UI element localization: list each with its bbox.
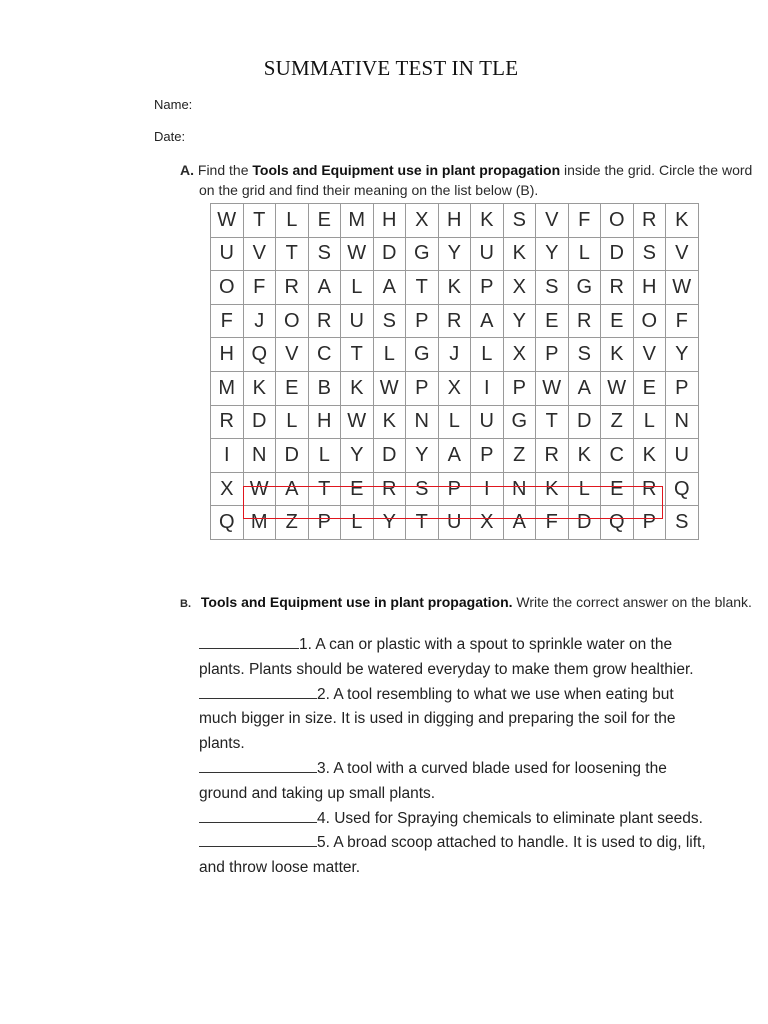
grid-row bbox=[211, 472, 699, 506]
answer-blank-1[interactable] bbox=[199, 634, 299, 649]
grid-cell[interactable]: Y bbox=[438, 237, 471, 271]
section-a-label: A. bbox=[180, 162, 194, 178]
answer-blank-3[interactable] bbox=[199, 758, 317, 773]
grid-cell[interactable]: U bbox=[438, 506, 471, 540]
grid-cell[interactable]: L bbox=[341, 506, 374, 540]
grid-cell[interactable]: W bbox=[373, 371, 406, 405]
grid-cell[interactable]: Z bbox=[276, 506, 309, 540]
grid-cell[interactable]: R bbox=[633, 472, 666, 506]
grid-cell[interactable]: Y bbox=[666, 338, 699, 372]
grid-cell[interactable]: S bbox=[308, 237, 341, 271]
grid-cell[interactable]: T bbox=[243, 204, 276, 238]
grid-cell[interactable]: A bbox=[503, 506, 536, 540]
grid-cell[interactable]: V bbox=[276, 338, 309, 372]
question-1-line-2: plants. Plants should be watered everyday to make them grow healthier. bbox=[199, 660, 694, 678]
name-label: Name: bbox=[154, 97, 193, 112]
grid-cell[interactable]: E bbox=[308, 204, 341, 238]
grid-cell[interactable]: X bbox=[438, 371, 471, 405]
grid-row bbox=[211, 371, 699, 405]
grid-cell[interactable]: R bbox=[276, 271, 309, 305]
grid-cell[interactable]: X bbox=[211, 472, 244, 506]
grid-cell[interactable]: F bbox=[536, 506, 569, 540]
grid-cell[interactable]: R bbox=[211, 405, 244, 439]
grid-cell[interactable]: M bbox=[243, 506, 276, 540]
grid-cell[interactable]: P bbox=[503, 371, 536, 405]
grid-cell[interactable]: P bbox=[438, 472, 471, 506]
section-b-label: B. bbox=[180, 598, 191, 610]
grid-cell[interactable]: V bbox=[666, 237, 699, 271]
grid-cell[interactable]: R bbox=[568, 304, 601, 338]
grid-cell[interactable]: T bbox=[406, 271, 439, 305]
grid-cell[interactable]: V bbox=[536, 204, 569, 238]
question-2-line-3: plants. bbox=[199, 735, 245, 753]
section-a-text-pre: Find the bbox=[197, 162, 253, 178]
grid-cell[interactable]: H bbox=[633, 271, 666, 305]
grid-row bbox=[211, 304, 699, 338]
question-2-line-1: 2. A tool resembling to what we use when eating but bbox=[317, 685, 674, 703]
grid-cell[interactable]: L bbox=[276, 204, 309, 238]
section-a-instructions bbox=[180, 160, 768, 200]
grid-cell[interactable]: L bbox=[438, 405, 471, 439]
question-1-line-1: 1. A can or plastic with a spout to sprinkle water on the bbox=[299, 636, 673, 653]
grid-cell[interactable]: U bbox=[471, 237, 504, 271]
grid-cell[interactable]: L bbox=[633, 405, 666, 439]
grid-cell[interactable]: W bbox=[341, 237, 374, 271]
section-a-text-post: inside the grid. Circle the word bbox=[560, 162, 753, 178]
grid-cell[interactable]: E bbox=[536, 304, 569, 338]
grid-row bbox=[211, 439, 699, 473]
grid-cell[interactable]: E bbox=[633, 371, 666, 405]
question-5-line-2: and throw loose matter. bbox=[199, 859, 361, 877]
grid-cell[interactable]: A bbox=[568, 371, 601, 405]
grid-cell[interactable]: H bbox=[438, 204, 471, 238]
answer-blank-2[interactable] bbox=[199, 684, 317, 699]
grid-cell[interactable]: F bbox=[243, 271, 276, 305]
grid-cell[interactable]: P bbox=[471, 439, 504, 473]
grid-cell[interactable]: F bbox=[666, 304, 699, 338]
grid-cell[interactable]: K bbox=[633, 439, 666, 473]
grid-cell[interactable]: L bbox=[568, 237, 601, 271]
grid-cell[interactable]: T bbox=[341, 338, 374, 372]
grid-cell[interactable]: Z bbox=[601, 405, 634, 439]
question-3-line-2: ground and taking up small plants. bbox=[199, 784, 436, 802]
grid-cell[interactable]: M bbox=[341, 204, 374, 238]
grid-cell[interactable]: Y bbox=[503, 304, 536, 338]
grid-cell[interactable]: P bbox=[633, 506, 666, 540]
grid-cell[interactable]: N bbox=[503, 472, 536, 506]
grid-cell[interactable]: R bbox=[633, 204, 666, 238]
grid-cell[interactable]: L bbox=[341, 271, 374, 305]
question-2-line-2: much bigger in size. It is used in digging and preparing the soil for the bbox=[199, 710, 676, 728]
grid-cell[interactable]: O bbox=[633, 304, 666, 338]
grid-cell[interactable]: J bbox=[243, 304, 276, 338]
grid-cell[interactable]: S bbox=[503, 204, 536, 238]
grid-cell[interactable]: G bbox=[406, 237, 439, 271]
grid-cell[interactable]: V bbox=[633, 338, 666, 372]
grid-cell[interactable]: E bbox=[601, 472, 634, 506]
grid-cell[interactable]: B bbox=[308, 371, 341, 405]
grid-cell[interactable]: S bbox=[406, 472, 439, 506]
grid-cell[interactable]: T bbox=[308, 472, 341, 506]
grid-cell[interactable]: U bbox=[341, 304, 374, 338]
grid-cell[interactable]: D bbox=[243, 405, 276, 439]
grid-cell[interactable]: R bbox=[601, 271, 634, 305]
grid-cell[interactable]: F bbox=[568, 204, 601, 238]
grid-cell[interactable]: K bbox=[503, 237, 536, 271]
grid-cell[interactable]: N bbox=[666, 405, 699, 439]
grid-cell[interactable]: H bbox=[373, 204, 406, 238]
grid-cell[interactable]: C bbox=[308, 338, 341, 372]
grid-cell[interactable]: A bbox=[373, 271, 406, 305]
grid-cell[interactable]: S bbox=[633, 237, 666, 271]
grid-cell[interactable]: A bbox=[276, 472, 309, 506]
grid-cell[interactable]: P bbox=[406, 304, 439, 338]
grid-cell[interactable]: K bbox=[568, 439, 601, 473]
section-b-bold: Tools and Equipment use in plant propagation. bbox=[200, 594, 513, 610]
grid-cell[interactable]: K bbox=[243, 371, 276, 405]
grid-cell[interactable]: S bbox=[536, 271, 569, 305]
grid-cell[interactable]: O bbox=[276, 304, 309, 338]
grid-cell[interactable]: V bbox=[243, 237, 276, 271]
grid-cell[interactable]: O bbox=[211, 271, 244, 305]
grid-cell[interactable]: Q bbox=[666, 472, 699, 506]
grid-cell[interactable]: K bbox=[536, 472, 569, 506]
grid-cell[interactable]: G bbox=[568, 271, 601, 305]
grid-cell[interactable]: W bbox=[666, 271, 699, 305]
date-label: Date: bbox=[154, 129, 186, 144]
grid-cell[interactable]: Q bbox=[243, 338, 276, 372]
word-search-grid bbox=[210, 203, 699, 540]
grid-cell[interactable]: L bbox=[568, 472, 601, 506]
grid-cell[interactable]: D bbox=[276, 439, 309, 473]
grid-cell[interactable]: W bbox=[536, 371, 569, 405]
grid-cell[interactable]: D bbox=[601, 237, 634, 271]
answer-blank-5[interactable] bbox=[199, 832, 317, 847]
grid-cell[interactable]: P bbox=[666, 371, 699, 405]
grid-row bbox=[211, 338, 699, 372]
grid-cell[interactable]: K bbox=[601, 338, 634, 372]
grid-cell[interactable]: K bbox=[666, 204, 699, 238]
grid-cell[interactable]: X bbox=[471, 506, 504, 540]
grid-cell[interactable]: O bbox=[601, 204, 634, 238]
grid-cell[interactable]: W bbox=[211, 204, 244, 238]
grid-cell[interactable]: E bbox=[276, 371, 309, 405]
grid-cell[interactable]: W bbox=[601, 371, 634, 405]
answer-blank-4[interactable] bbox=[199, 808, 317, 823]
grid-cell[interactable]: U bbox=[666, 439, 699, 473]
grid-cell[interactable]: Y bbox=[536, 237, 569, 271]
grid-cell[interactable]: Y bbox=[341, 439, 374, 473]
grid-cell[interactable]: A bbox=[308, 271, 341, 305]
grid-cell[interactable]: K bbox=[438, 271, 471, 305]
grid-cell[interactable]: N bbox=[406, 405, 439, 439]
grid-cell[interactable]: A bbox=[471, 304, 504, 338]
grid-cell[interactable]: Q bbox=[601, 506, 634, 540]
grid-cell[interactable]: R bbox=[308, 304, 341, 338]
section-a-bold: Tools and Equipment use in plant propagation bbox=[252, 162, 561, 178]
grid-cell[interactable]: U bbox=[471, 405, 504, 439]
grid-cell[interactable]: S bbox=[568, 338, 601, 372]
grid-cell[interactable]: I bbox=[471, 371, 504, 405]
section-a-line2: on the grid and find their meaning on the list below (B). bbox=[199, 182, 539, 198]
section-b-instructions bbox=[180, 592, 768, 614]
grid-cell[interactable]: W bbox=[243, 472, 276, 506]
grid-cell[interactable]: J bbox=[438, 338, 471, 372]
grid-cell[interactable]: C bbox=[601, 439, 634, 473]
grid-cell[interactable]: M bbox=[211, 371, 244, 405]
grid-cell[interactable]: Z bbox=[503, 439, 536, 473]
grid-cell[interactable]: P bbox=[536, 338, 569, 372]
grid-cell[interactable]: X bbox=[406, 204, 439, 238]
grid-cell[interactable]: L bbox=[276, 405, 309, 439]
grid-cell[interactable]: P bbox=[308, 506, 341, 540]
grid-cell[interactable]: T bbox=[536, 405, 569, 439]
section-b-text-post: Write the correct answer on the blank. bbox=[512, 594, 752, 610]
grid-cell[interactable]: D bbox=[373, 439, 406, 473]
grid-cell[interactable]: H bbox=[308, 405, 341, 439]
grid-cell[interactable]: L bbox=[373, 338, 406, 372]
grid-row bbox=[211, 405, 699, 439]
grid-cell[interactable]: A bbox=[438, 439, 471, 473]
grid-cell[interactable]: T bbox=[406, 506, 439, 540]
grid-row bbox=[211, 271, 699, 305]
grid-cell[interactable]: Q bbox=[211, 506, 244, 540]
grid-cell[interactable]: S bbox=[666, 506, 699, 540]
question-list bbox=[199, 633, 767, 881]
grid-cell[interactable]: D bbox=[568, 506, 601, 540]
grid-cell[interactable]: K bbox=[471, 204, 504, 238]
grid-cell[interactable]: E bbox=[601, 304, 634, 338]
grid-cell[interactable]: D bbox=[373, 237, 406, 271]
grid-cell[interactable]: I bbox=[471, 472, 504, 506]
grid-cell[interactable]: Y bbox=[373, 506, 406, 540]
grid-cell[interactable]: L bbox=[308, 439, 341, 473]
grid-row bbox=[211, 204, 699, 238]
grid-cell[interactable]: S bbox=[373, 304, 406, 338]
question-4-line-1: 4. Used for Spraying chemicals to eliminate plant seeds. bbox=[317, 809, 703, 827]
grid-cell[interactable]: P bbox=[471, 271, 504, 305]
question-3-line-1: 3. A tool with a curved blade used for loosening the bbox=[317, 759, 667, 777]
grid-cell[interactable]: K bbox=[341, 371, 374, 405]
grid-cell[interactable]: W bbox=[341, 405, 374, 439]
question-5-line-1: 5. A broad scoop attached to handle. It is used to dig, lift, bbox=[317, 834, 706, 852]
grid-cell[interactable]: K bbox=[373, 405, 406, 439]
grid-cell[interactable]: L bbox=[471, 338, 504, 372]
grid-cell[interactable]: X bbox=[503, 338, 536, 372]
page-title: SUMMATIVE TEST IN TLE bbox=[263, 56, 519, 80]
grid-cell[interactable]: U bbox=[211, 237, 244, 271]
grid-cell[interactable]: N bbox=[243, 439, 276, 473]
grid-cell[interactable]: R bbox=[536, 439, 569, 473]
grid-cell[interactable]: R bbox=[373, 472, 406, 506]
grid-cell[interactable]: Y bbox=[406, 439, 439, 473]
grid-cell[interactable]: P bbox=[406, 371, 439, 405]
grid-cell[interactable]: G bbox=[406, 338, 439, 372]
grid-cell[interactable]: G bbox=[503, 405, 536, 439]
grid-cell[interactable]: F bbox=[211, 304, 244, 338]
grid-cell[interactable]: I bbox=[211, 439, 244, 473]
grid-cell[interactable]: R bbox=[438, 304, 471, 338]
grid-cell[interactable]: H bbox=[211, 338, 244, 372]
grid-cell[interactable]: T bbox=[276, 237, 309, 271]
grid-row bbox=[211, 237, 699, 271]
grid-row bbox=[211, 506, 699, 540]
grid-cell[interactable]: X bbox=[503, 271, 536, 305]
grid-cell[interactable]: E bbox=[341, 472, 374, 506]
grid-cell[interactable]: D bbox=[568, 405, 601, 439]
